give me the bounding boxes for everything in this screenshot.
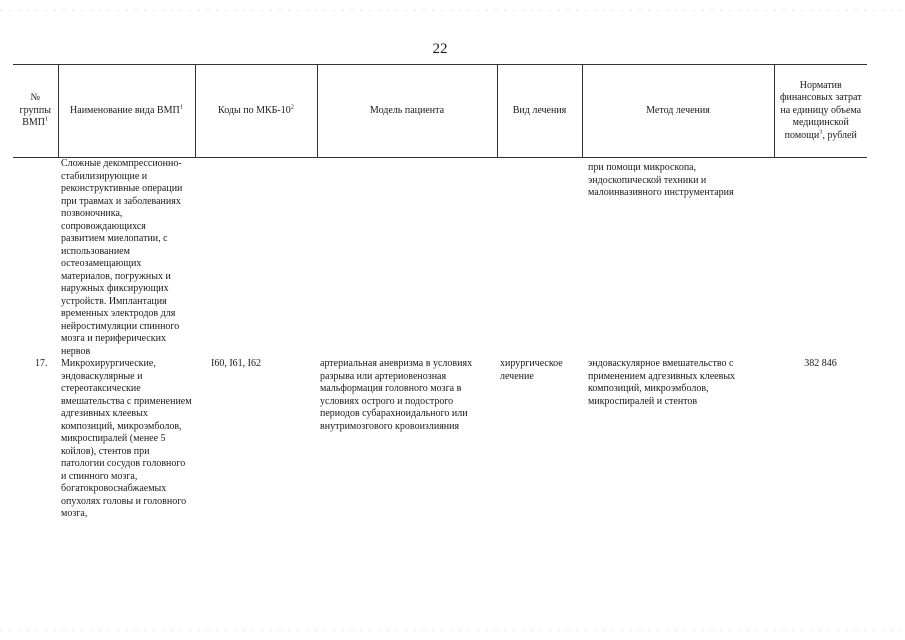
scan-artifact-top: [0, 10, 905, 11]
vmp-table: [13, 64, 867, 521]
table-row: [13, 358, 867, 521]
footnote-mark: 3: [819, 128, 823, 136]
table-header: [13, 65, 867, 158]
cell-vmp-name: Микрохирургические, эндоваскулярные и стереотаксические вмешательства с применением адгезивных клеевых композиций, микроэмболов, микроспиралей (менее 5 койлов), стентов при патологии сосудов головного и спинного мозга, богатокровоснабжаемых опухолях головы и головного мозга,: [61, 358, 192, 519]
header-group-number: [13, 65, 58, 158]
header-treatment-type: [497, 65, 582, 158]
table-row: [13, 158, 867, 359]
footnote-mark: 2: [290, 103, 294, 111]
cell-cost: 382 846: [804, 358, 837, 369]
cell-icd-codes: I60, I61, I62: [211, 358, 261, 369]
cell-cost: [774, 158, 867, 359]
cell-treatment-method: при помощи микроскопа, эндоскопической техники и малоинвазивного инструментария: [588, 162, 734, 198]
cell-vmp-name: Сложные декомпрессионно-стабилизирующие и реконструктивные операции при травмах и заболеваниях позвоночника, сопровождающихся развитием миелопатии, с использованием остеозамещающих материалов, погружных и наружных фиксирующих устройств. Имплантация временных электродов для нейростимуляции спинного мозга и периферических нервов: [61, 158, 183, 357]
header-patient-model-label: Модель пациента: [369, 104, 445, 116]
footnote-mark: 1: [179, 103, 183, 111]
footnote-mark: 1: [45, 115, 49, 123]
cell-treatment-type: [497, 158, 582, 359]
scan-artifact-bottom: [0, 630, 905, 631]
header-vmp-name: [58, 65, 195, 158]
header-treatment-method-label: Метод лечения: [646, 104, 710, 116]
header-cost-unit: , рублей: [822, 129, 857, 141]
header-patient-model: [317, 65, 497, 158]
header-treatment-type-label: Вид лечения: [512, 104, 567, 116]
header-group-number-label: № группы ВМП: [19, 92, 51, 129]
header-treatment-method: [582, 65, 774, 158]
cell-treatment-method: эндоваскулярное вмешательство с применением адгезивных клеевых композиций, микроэмболов, микроспиралей и стентов: [588, 358, 736, 407]
header-icd-codes: [195, 65, 317, 158]
header-vmp-name-label: Наименование вида ВМП: [70, 104, 180, 116]
header-cost-standard: [774, 65, 867, 158]
header-cost-label: Норматив финансовых затрат на единицу объема медицинской помощи: [779, 79, 862, 141]
cell-icd-codes: [195, 158, 317, 359]
header-icd-codes-label: Коды по МКБ-10: [218, 104, 291, 116]
cell-group: 17.: [35, 358, 48, 369]
cell-patient-model: артериальная аневризма в условиях разрыва или артериовенозная мальформация головного мозга в условиях острого и подострого периодов субарахноидального или внутримозгового кровоизлияния: [320, 358, 473, 432]
cell-treatment-type: хирургическое лечение: [500, 358, 563, 382]
page-number: 22: [432, 41, 448, 57]
cell-group: [13, 158, 58, 359]
cell-patient-model: [317, 158, 497, 359]
table-body: [13, 158, 867, 521]
